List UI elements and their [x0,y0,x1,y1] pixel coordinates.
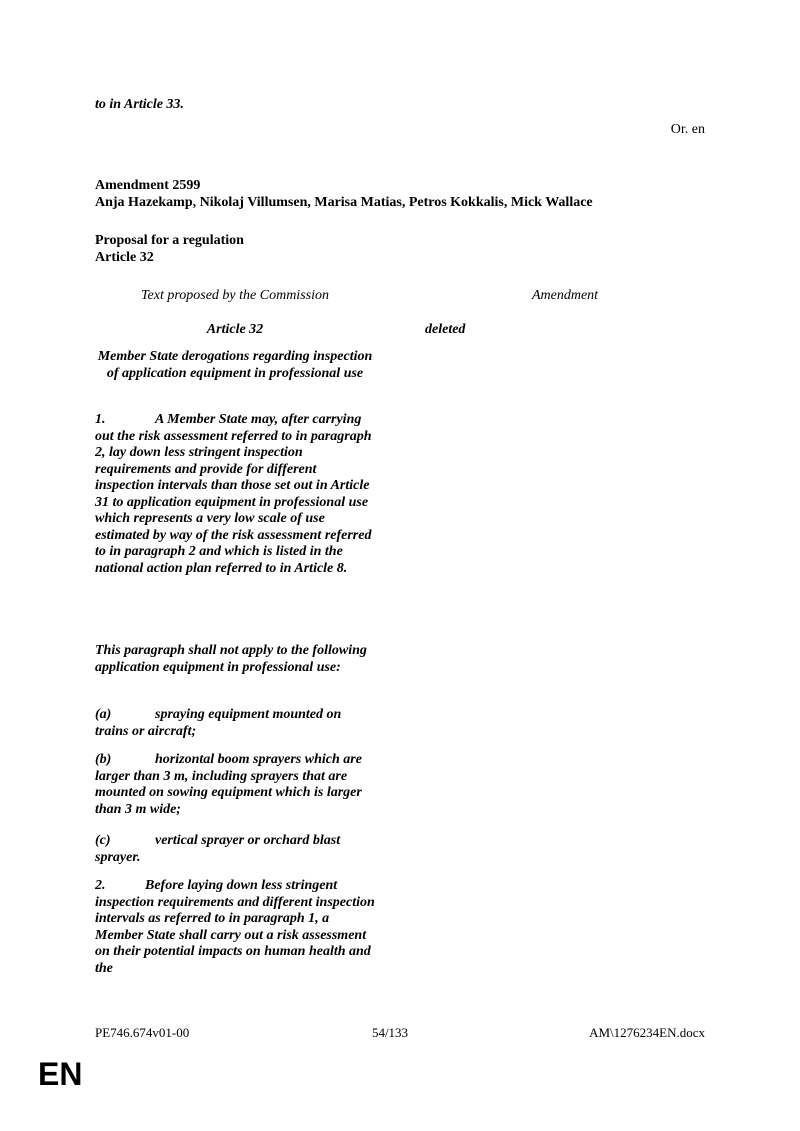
paragraph-2-text: Before laying down less stringent inspection requirements and different inspection intervals as referred to in paragraph 1, a Member State shall carry out a risk assessment on their potential impacts on human health and the [95,878,375,976]
paragraph-1-number: 1. [95,412,106,427]
article-subtitle: Member State derogations regarding inspection of application equipment in professional use [97,349,373,381]
paragraph-2-number: 2. [95,878,106,893]
footer-document-name: AM\1276234EN.docx [589,1025,705,1040]
paragraph-exclusion-text: This paragraph shall not apply to the following application equipment in professional use: [95,643,367,675]
amendment-number: Amendment 2599 [95,178,201,193]
paragraph-1-text: A Member State may, after carrying out the risk assessment referred to in paragraph 2, lay down less stringent inspection requirements and provide for different inspection intervals than those set out in Article 31 to application equipment in professional use which represents a very low scale of use estimated by way of the risk assessment referred to in paragraph 2 and which is listed in the national action plan referred to in Article 8. [95,412,372,576]
footer-page-number: 54/133 [371,1025,409,1040]
article-title: Article 32 [206,322,264,337]
proposal-title: Proposal for a regulation [95,233,244,248]
paragraph-exclusion [95,643,375,676]
item-c-number: (c) [95,833,111,848]
left-column-header: Text proposed by the Commission [141,288,329,303]
footer-reference: PE746.674v01-00 [95,1025,190,1040]
footer-language-code: EN [38,1056,83,1092]
amendment-authors: Anja Hazekamp, Nikolaj Villumsen, Marisa Matias, Petros Kokkalis, Mick Wallace [95,195,593,210]
right-column-header: Amendment [531,288,599,303]
item-a-text: spraying equipment mounted on trains or aircraft; [95,707,342,739]
original-language: Or. en [670,122,705,137]
item-b-text: horizontal boom sprayers which are larger than 3 m, including sprayers that are mounted on sowing equipment which is larger than 3 m wide; [95,752,362,817]
item-b-number: (b) [95,752,112,767]
item-a [95,707,375,740]
item-c-text: vertical sprayer or orchard blast sprayer. [95,833,341,865]
item-b [95,752,375,818]
item-c [95,833,375,866]
paragraph-1 [95,412,375,577]
proposal-article: Article 32 [95,250,154,265]
paragraph-2 [95,878,375,977]
previous-text-tail: to in Article 33. [95,97,184,112]
deleted-label: deleted [425,322,466,337]
item-a-number: (a) [95,707,112,722]
